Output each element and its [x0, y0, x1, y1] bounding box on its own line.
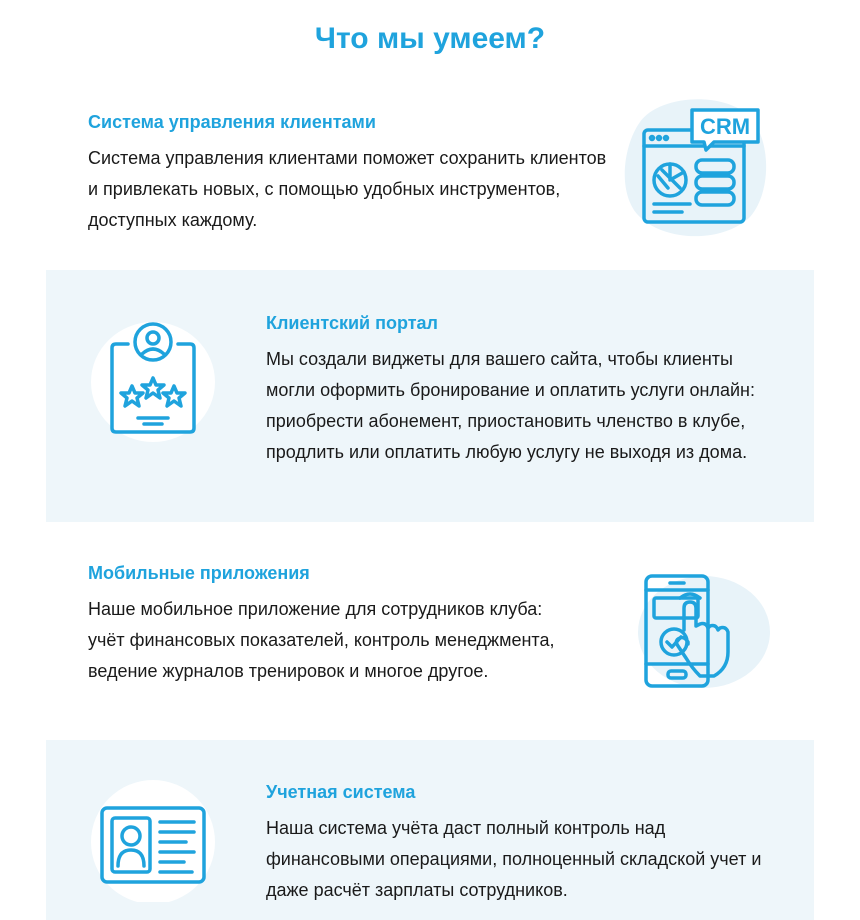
feature-accounting-text: Наша система учёта даст полный контроль над финансовыми операциями, полноценный складской учет и даже расчёт зарплаты сотрудников. [266, 818, 762, 900]
mobile-app-icon [622, 568, 772, 693]
id-card-icon [88, 772, 218, 902]
feature-mobile-apps-heading: Мобильные приложения [88, 563, 310, 583]
feature-client-portal [266, 313, 786, 468]
feature-crm-text: Система управления клиентами поможет сохранить клиентов и привлекать новых, с помощью удобных инструментов, доступных каждому. [88, 148, 607, 230]
feature-crm [88, 112, 608, 236]
feature-client-portal-heading: Клиентский портал [266, 313, 438, 333]
feature-accounting [266, 782, 786, 906]
crm-icon-label: CRM [699, 114, 751, 139]
crm-icon [622, 92, 770, 242]
feature-mobile-apps-text: Наше мобильное приложение для сотрудников клуба: учёт финансовых показателей, контроль менеджмента, ведение журналов тренировок и многое другое. [88, 599, 555, 681]
feature-client-portal-text: Мы создали виджеты для вашего сайта, чтобы клиенты могли оформить бронирование и оплатить услуги онлайн: приобрести абонемент, приостановить членство в клубе, продлить или оплатить любую услугу не выходя из дома. [266, 349, 755, 462]
feature-mobile-apps [88, 563, 568, 687]
client-rating-icon [88, 316, 218, 446]
feature-crm-heading: Система управления клиентами [88, 112, 376, 132]
feature-accounting-heading: Учетная система [266, 782, 416, 802]
page-title: Что мы умеем? [314, 22, 546, 55]
